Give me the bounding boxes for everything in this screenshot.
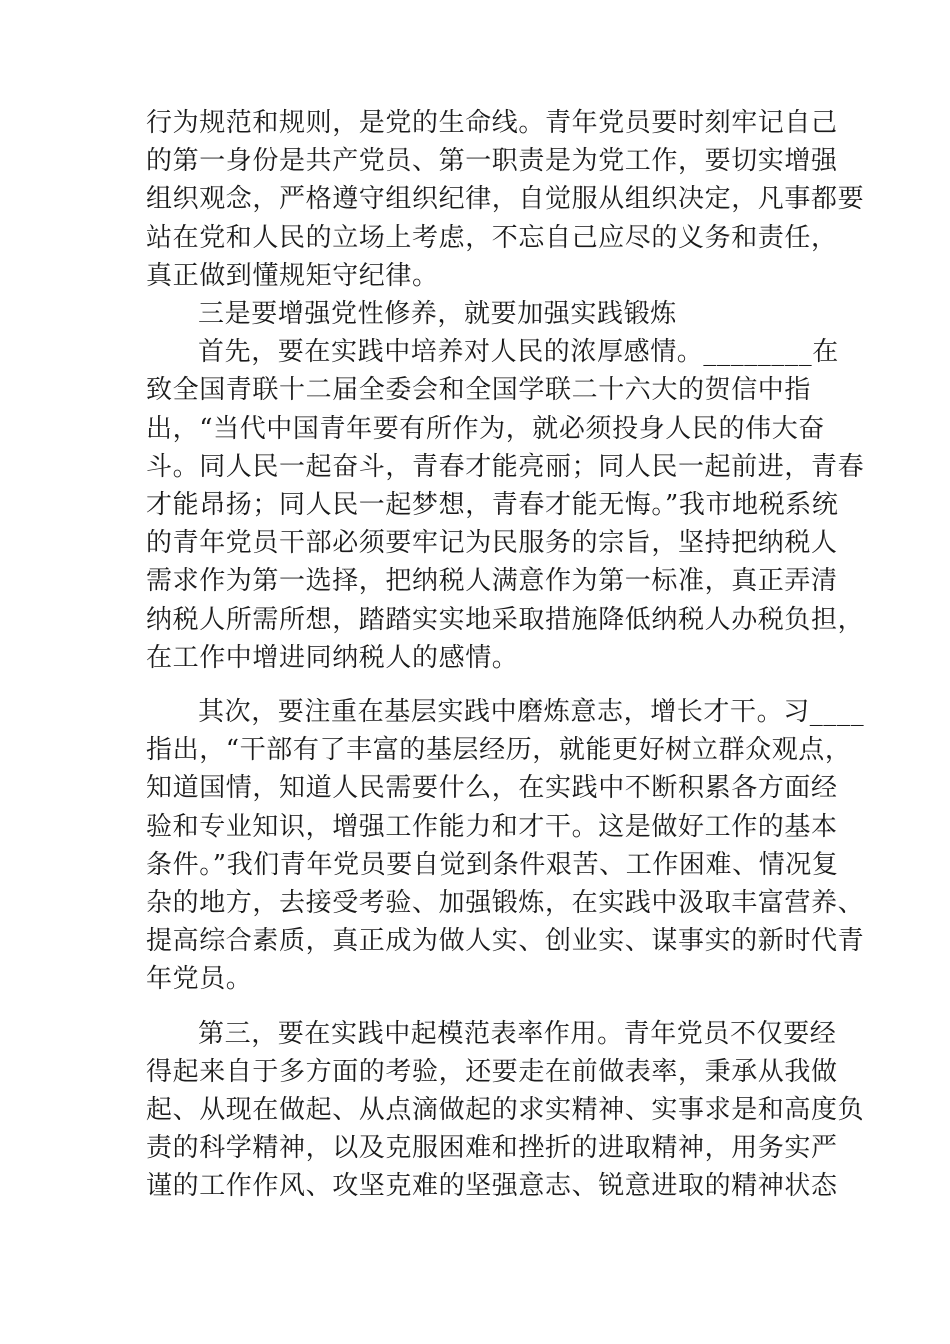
text-line: 条件。”我们青年党员要自觉到条件艰苦、工作困难、情况复 [146, 849, 839, 880]
section-heading [146, 295, 826, 333]
text-line: 第三，要在实践中起模范表率作用。青年党员不仅要经 [198, 1018, 837, 1049]
text-line: 真正做到懂规矩守纪律。 [146, 260, 439, 291]
text-line: 斗。同人民一起奋斗，青春才能亮丽；同人民一起前进，青春 [146, 451, 865, 482]
text-line: 需求作为第一选择，把纳税人满意作为第一标准，真正弄清 [146, 566, 838, 597]
text-line: 三是要增强党性修养，就要加强实践锻炼 [198, 299, 677, 330]
text-line: 才能昂扬；同人民一起梦想，青春才能无悔。”我市地税系统 [146, 490, 839, 521]
text-line: 的第一身份是共产党员、第一职责是为党工作，要切实增强 [146, 146, 838, 177]
text-line: 行为规范和规则，是党的生命线。青年党员要时刻牢记自己 [146, 108, 838, 138]
text-line: 提高综合素质，真正成为做人实、创业实、谋事实的新时代青 [146, 926, 865, 957]
paragraph [146, 693, 865, 999]
text-line: 纳税人所需所想，踏踏实实地采取措施降低纳税人办税负担， [146, 604, 865, 635]
text-line: 站在党和人民的立场上考虑，不忘自己应尽的义务和责任， [146, 222, 838, 253]
text-line: 出，“当代中国青年要有所作为，就必须投身人民的伟大奋 [146, 413, 825, 444]
text-line: 首先，要在实践中培养对人民的浓厚感情。________在 [198, 337, 839, 368]
document-page [146, 104, 865, 1206]
text-line: 知道国情，知道人民需要什么，在实践中不断积累各方面经 [146, 773, 838, 804]
text-line: 组织观念，严格遵守组织纪律，自觉服从组织决定，凡事都要 [146, 184, 865, 215]
text-line: 责的科学精神，以及克服困难和挫折的进取精神，用务实严 [146, 1133, 838, 1164]
paragraph [146, 1015, 865, 1206]
text-line: 谨的工作作风、攻坚克难的坚强意志、锐意进取的精神状态 [146, 1171, 838, 1202]
text-line: 其次，要注重在基层实践中磨炼意志，增长才干。习____ [198, 697, 865, 728]
text-line: 年党员。 [146, 964, 253, 995]
paragraph [146, 333, 865, 677]
text-line: 得起来自于多方面的考验，还要走在前做表率，秉承从我做 [146, 1056, 838, 1087]
text-line: 指出，“干部有了丰富的基层经历，就能更好树立群众观点， [146, 735, 852, 766]
paragraph [146, 104, 865, 295]
text-line: 致全国青联十二届全委会和全国学联二十六大的贺信中指 [146, 375, 812, 406]
text-line: 起、从现在做起、从点滴做起的求实精神、实事求是和高度负 [146, 1095, 865, 1126]
text-line: 的青年党员干部必须要牢记为民服务的宗旨，坚持把纳税人 [146, 528, 838, 559]
text-line: 在工作中增进同纳税人的感情。 [146, 642, 519, 673]
text-line: 杂的地方，去接受考验、加强锻炼，在实践中汲取丰富营养、 [146, 888, 865, 919]
text-line: 验和专业知识，增强工作能力和才干。这是做好工作的基本 [146, 811, 838, 842]
